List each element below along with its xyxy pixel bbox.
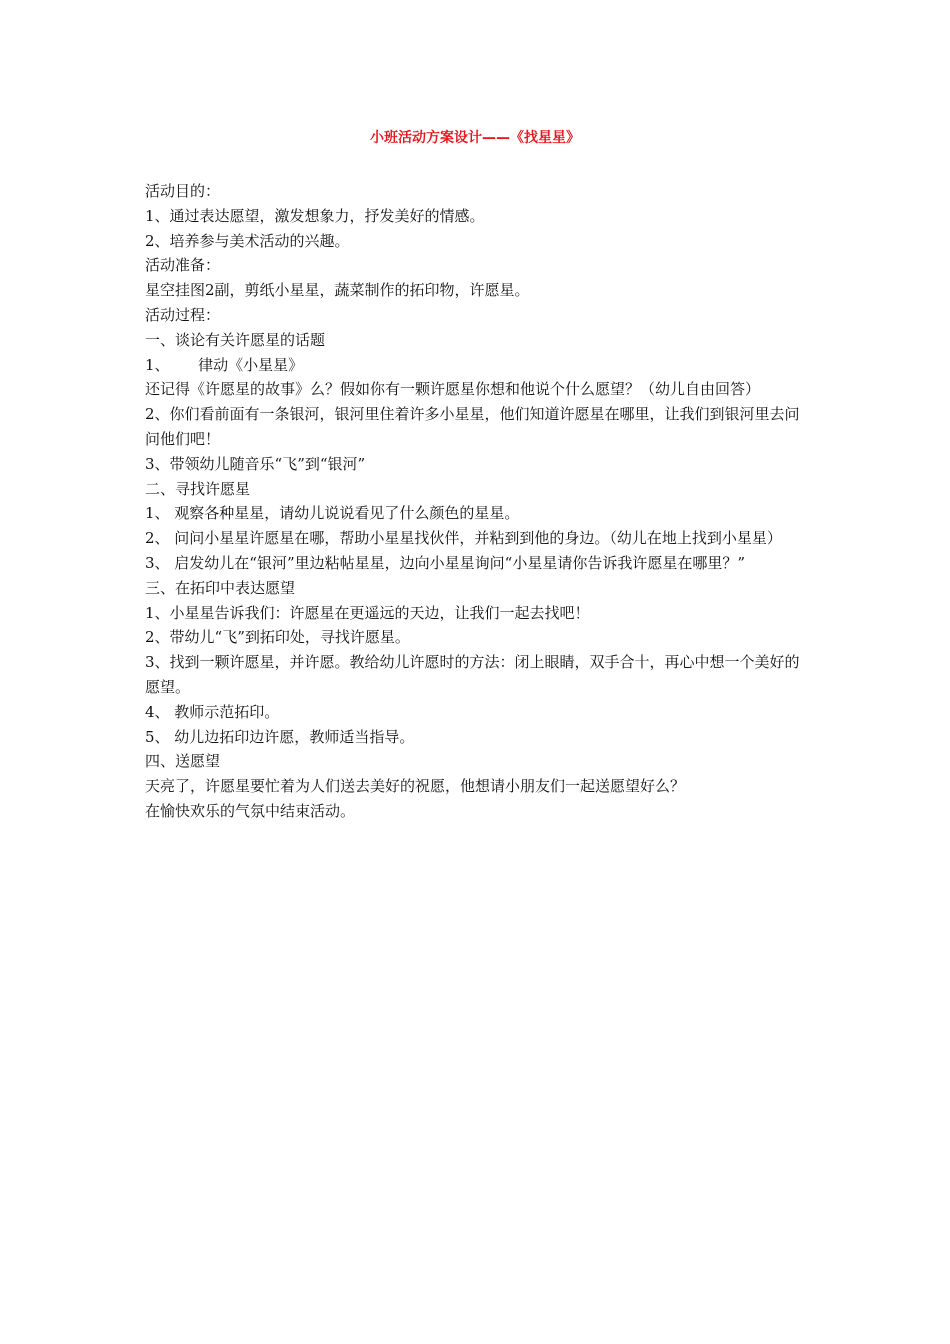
line-section-2: 二、寻找许愿星 — [145, 479, 251, 498]
line-process-heading: 活动过程： — [145, 305, 221, 324]
line-s3-step-2: 2、带幼儿“飞”到拓印处，寻找许愿星。 — [145, 628, 410, 647]
line-s1-step-3: 3、带领幼儿随音乐“飞”到“银河” — [145, 454, 366, 473]
line-goal-heading: 活动目的： — [145, 182, 221, 200]
line-prep-items: 星空挂图2副，剪纸小星星，蔬菜制作的拓印物，许愿星。 — [145, 281, 530, 300]
line-s3-step-4: 4、 教师示范拓印。 — [145, 702, 280, 721]
line-closing: 在愉快欢乐的气氛中结束活动。 — [145, 801, 356, 820]
line-s2-step-1: 1、 观察各种星星，请幼儿说说看见了什么颜色的星星。 — [145, 504, 520, 523]
line-s2-step-2: 2、 问问小星星许愿星在哪，帮助小星星找伙伴，并粘到到他的身边。（幼儿在地上找到小星星） — [145, 529, 782, 548]
line-s1-step-2: 2、你们看前面有一条银河，银河里住着许多小星星，他们知道许愿星在哪里，让我们到银河里去问问他们吧！ — [145, 405, 800, 448]
line-prep-heading: 活动准备： — [145, 256, 221, 275]
line-s4-text: 天亮了，许愿星要忙着为人们送去美好的祝愿，他想请小朋友们一起送愿望好么？ — [145, 777, 686, 796]
line-section-3: 三、在拓印中表达愿望 — [145, 578, 296, 597]
line-s3-step-5: 5、 幼儿边拓印边许愿，教师适当指导。 — [145, 727, 415, 746]
line-goal-1: 1、通过表达愿望，激发想象力，抒发美好的情感。 — [145, 206, 485, 225]
line-section-4: 四、送愿望 — [145, 752, 221, 771]
line-s3-step-3: 3、找到一颗许愿星，并许愿。教给幼儿许愿时的方法：闭上眼睛，双手合十，再心中想一个美好的愿望。 — [145, 653, 800, 696]
line-s2-step-3: 3、 启发幼儿在“银河”里边粘帖星星，边向小星星询问“小星星请你告诉我许愿星在哪里？” — [145, 553, 745, 572]
document-title: 小班活动方案设计——《找星星》 — [370, 130, 580, 146]
line-s3-step-1: 1、小星星告诉我们：许愿星在更遥远的天边，让我们一起去找吧！ — [145, 603, 590, 622]
line-section-1: 一、谈论有关许愿星的话题 — [145, 330, 326, 349]
document-body — [145, 179, 810, 824]
line-s1-step-1: 1、 律动《小星星》 — [145, 355, 304, 374]
line-goal-2: 2、培养参与美术活动的兴趣。 — [145, 231, 350, 250]
line-s1-story: 还记得《许愿星的故事》么？假如你有一颗许愿星你想和他说个什么愿望？（幼儿自由回答） — [145, 380, 761, 399]
